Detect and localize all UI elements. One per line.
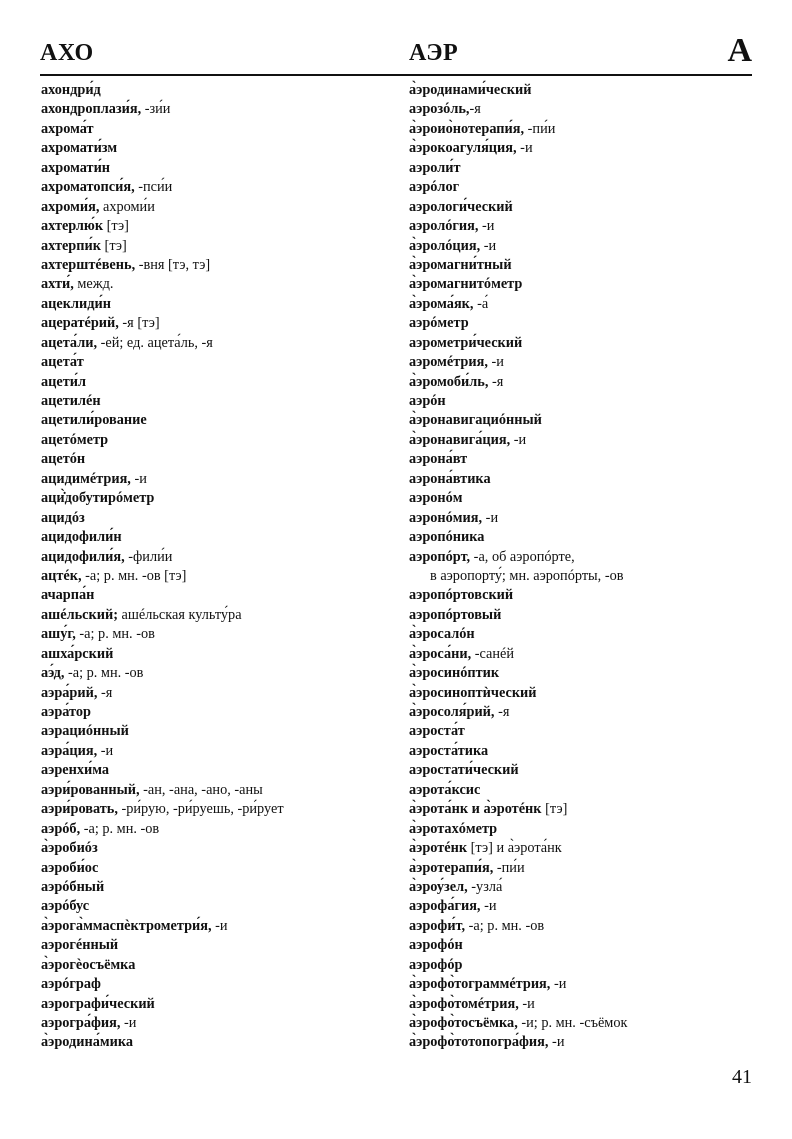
entry-headword: а̀эродинами́ческий bbox=[409, 82, 532, 98]
entry-grammar: -и bbox=[211, 917, 228, 934]
entry-headword: а̀эросалóн bbox=[409, 626, 475, 643]
dictionary-entry bbox=[409, 275, 754, 294]
dictionary-entry bbox=[41, 314, 401, 333]
entry-headword: а̀эрофо̀томéтрия, bbox=[409, 995, 519, 1012]
dictionary-entry bbox=[409, 781, 754, 800]
dictionary-entry bbox=[409, 334, 754, 353]
entry-headword: а̀эродина́мика bbox=[41, 1034, 134, 1051]
dictionary-entry bbox=[41, 373, 401, 392]
entry-headword: а̀эрофо̀тотопогра́фия, bbox=[409, 1034, 549, 1051]
dictionary-entry bbox=[41, 897, 401, 916]
dictionary-entry bbox=[409, 975, 754, 994]
entry-grammar: -и bbox=[548, 1034, 565, 1051]
dictionary-entry bbox=[409, 178, 754, 197]
entry-headword: а̀эромоби́ль, bbox=[409, 373, 489, 390]
dictionary-entry bbox=[409, 509, 754, 528]
dictionary-entry bbox=[409, 528, 754, 547]
entry-headword: аэропóртовый bbox=[409, 606, 502, 623]
dictionary-entry bbox=[409, 917, 754, 936]
dictionary-entry bbox=[409, 256, 754, 275]
entry-grammar: ашéльская культу́ра bbox=[117, 606, 242, 623]
entry-headword: аэрота́ксис bbox=[409, 781, 481, 798]
entry-grammar: [тэ] и а̀эрота́нк bbox=[467, 840, 562, 857]
entry-headword: а̀эронавигациóнный bbox=[409, 412, 542, 429]
entry-headword: а̀эросоля́рий, bbox=[409, 704, 495, 720]
entry-grammar: -и bbox=[550, 976, 567, 993]
dictionary-entry bbox=[41, 761, 401, 780]
entry-headword: ацетóметр bbox=[41, 431, 109, 448]
dictionary-entry bbox=[41, 411, 401, 430]
entry-grammar: -и bbox=[487, 354, 504, 371]
entry-grammar: -и bbox=[97, 742, 114, 759]
dictionary-entry bbox=[41, 800, 401, 819]
entry-headword: аэропóника bbox=[409, 529, 485, 546]
entry-headword: ацидóз bbox=[41, 509, 85, 526]
entry-headword: а̀эрогѐосъёмка bbox=[41, 956, 136, 973]
entry-headword: ацидофили́я, bbox=[41, 548, 125, 565]
dictionary-entry bbox=[409, 217, 754, 236]
entry-grammar: -а; р. мн. -ов bbox=[80, 820, 160, 837]
dictionary-entry bbox=[409, 878, 754, 897]
entry-grammar: -я bbox=[469, 101, 481, 118]
entry-headword: а̀эромагнитóметр bbox=[409, 276, 523, 293]
dictionary-entry bbox=[41, 198, 401, 217]
dictionary-entry bbox=[41, 917, 401, 936]
dictionary-entry bbox=[41, 703, 401, 722]
entry-headword: а̀эроио̀нотерапи́я, bbox=[409, 120, 525, 137]
dictionary-entry bbox=[409, 353, 754, 372]
entry-headword: а̀эромагни́тный bbox=[409, 256, 512, 273]
dictionary-entry bbox=[409, 703, 754, 722]
entry-grammar: -и bbox=[120, 1015, 137, 1031]
entry-headword: а̀эротерапи́я, bbox=[409, 859, 494, 876]
entry-headword: а̀эрофо̀тосъёмка, bbox=[409, 1015, 518, 1031]
entry-headword: ахтерштéвень, bbox=[41, 256, 136, 273]
dictionary-entry bbox=[41, 722, 401, 741]
dictionary-entry bbox=[409, 800, 754, 819]
dictionary-entry bbox=[409, 645, 754, 664]
dictionary-entry bbox=[41, 489, 401, 508]
dictionary-entry bbox=[409, 684, 754, 703]
dictionary-entry bbox=[41, 237, 401, 256]
dictionary-entry bbox=[409, 237, 754, 256]
entry-headword: аэропóрт, bbox=[409, 548, 471, 565]
entry-grammar: [тэ] bbox=[100, 237, 127, 254]
entry-headword: аэренхи́ма bbox=[41, 762, 110, 779]
dictionary-entry bbox=[41, 217, 401, 236]
entry-grammar: -ри́рую, -ри́руешь, -ри́рует bbox=[117, 801, 284, 818]
dictionary-entry bbox=[41, 159, 401, 178]
entry-grammar: -я bbox=[97, 684, 113, 701]
entry-grammar: -санéй bbox=[471, 645, 515, 662]
entry-headword: аэра́рий, bbox=[41, 684, 98, 701]
entry-headword: ахтерлю́к bbox=[41, 218, 104, 235]
entry-headword: ацета́т bbox=[41, 354, 84, 371]
entry-headword: ашу́г, bbox=[41, 626, 76, 643]
entry-headword: аэропóртовский bbox=[409, 587, 514, 604]
entry-headword: аэра́тор bbox=[41, 704, 91, 720]
entry-headword: ацетили́рование bbox=[41, 412, 147, 429]
entry-headword: ацетилéн bbox=[41, 393, 101, 409]
entry-headword: ацидофили́н bbox=[41, 529, 122, 546]
entry-grammar: -а́ bbox=[473, 295, 489, 312]
dictionary-entry bbox=[41, 567, 401, 586]
dictionary-entry bbox=[409, 722, 754, 741]
entry-headword: а̀эросиноптѝческий bbox=[409, 684, 537, 701]
dictionary-entry bbox=[41, 742, 401, 761]
entry-headword: аэролóгия, bbox=[409, 218, 479, 235]
dictionary-entry bbox=[409, 625, 754, 644]
entry-headword: аэрóн bbox=[409, 393, 446, 409]
dictionary-entry bbox=[409, 761, 754, 780]
entry-headword: ахромати́зм bbox=[41, 140, 118, 157]
entry-headword: аэрóграф bbox=[41, 976, 101, 993]
entry-grammar: -узла́ bbox=[467, 878, 503, 895]
entry-grammar: -а, об аэропóрте, bbox=[470, 548, 575, 565]
dictionary-entry bbox=[41, 859, 401, 878]
entry-headword: а̀эрофо̀тограммéтрия, bbox=[409, 976, 551, 993]
entry-grammar: -вня [тэ, тэ] bbox=[135, 256, 211, 273]
dictionary-entry bbox=[41, 684, 401, 703]
entry-headword: аэроста́т bbox=[409, 723, 465, 740]
dictionary-entry bbox=[41, 528, 401, 547]
dictionary-entry bbox=[41, 586, 401, 605]
dictionary-entry bbox=[409, 411, 754, 430]
entry-grammar: -я [тэ] bbox=[118, 315, 160, 332]
entry-headword: аэра́ция, bbox=[41, 742, 98, 759]
dictionary-entry bbox=[41, 275, 401, 294]
entry-grammar: -ан, -ана, -ано, -аны bbox=[139, 781, 263, 798]
dictionary-entry bbox=[41, 995, 401, 1014]
entry-grammar: -а; р. мн. -ов [тэ] bbox=[81, 567, 187, 584]
entry-grammar: ахроми́и bbox=[99, 198, 155, 215]
dictionary-entry bbox=[409, 139, 754, 158]
dictionary-entry bbox=[41, 625, 401, 644]
dictionary-entry bbox=[409, 295, 754, 314]
entry-grammar: -пи́и bbox=[524, 120, 556, 137]
entry-headword: аэрациóнный bbox=[41, 723, 129, 740]
entry-headword: аэри́рованный, bbox=[41, 781, 140, 798]
header-section-letter: А bbox=[727, 32, 752, 69]
entry-headword: а̀эрога̀ммаспѐктрометри́я, bbox=[41, 917, 212, 934]
entry-headword: ашха́рский bbox=[41, 645, 114, 662]
entry-grammar: -а; р. мн. -ов bbox=[465, 917, 545, 934]
entry-headword: а̀эроса́ни, bbox=[409, 645, 472, 662]
entry-headword: а̀эротéнк bbox=[409, 840, 468, 857]
dictionary-entry bbox=[41, 353, 401, 372]
dictionary-entry-continuation bbox=[409, 567, 754, 586]
entry-headword: аэрóметр bbox=[409, 315, 469, 332]
dictionary-entry bbox=[409, 489, 754, 508]
dictionary-entry bbox=[41, 956, 401, 975]
entry-headword: аэромéтрия, bbox=[409, 354, 488, 371]
dictionary-entry bbox=[409, 159, 754, 178]
entry-grammar: -я bbox=[494, 704, 510, 720]
entry-grammar: -фили́и bbox=[124, 548, 173, 565]
entry-headword: аэрогéнный bbox=[41, 937, 119, 954]
entry-grammar: в аэропорту́; мн. аэропóрты, -ов bbox=[430, 567, 624, 584]
dictionary-entry bbox=[409, 606, 754, 625]
dictionary-entry bbox=[41, 178, 401, 197]
entry-headword: ацератéрий, bbox=[41, 315, 119, 332]
dictionary-entry bbox=[41, 975, 401, 994]
entry-headword: ахти́, bbox=[41, 276, 74, 293]
dictionary-entry bbox=[41, 509, 401, 528]
entry-grammar: -а; р. мн. -ов bbox=[75, 626, 155, 643]
entry-headword: аэрона́втика bbox=[409, 470, 491, 487]
entry-headword: аэрологи́ческий bbox=[409, 198, 513, 215]
dictionary-entry bbox=[41, 295, 401, 314]
entry-grammar: -и; р. мн. -съёмок bbox=[517, 1015, 628, 1031]
entry-headword: ахрома́т bbox=[41, 120, 94, 137]
dictionary-entry bbox=[41, 431, 401, 450]
entry-grammar: -и bbox=[480, 237, 497, 254]
entry-headword: а̀эроу́зел, bbox=[409, 878, 468, 895]
dictionary-entry bbox=[41, 839, 401, 858]
dictionary-entry bbox=[41, 100, 401, 119]
entry-headword: аэрóб, bbox=[41, 820, 81, 837]
entry-headword: аэрона́вт bbox=[409, 451, 468, 468]
dictionary-entry bbox=[41, 139, 401, 158]
dictionary-entry bbox=[41, 548, 401, 567]
entry-headword: а̀эролóция, bbox=[409, 237, 481, 254]
dictionary-entry bbox=[409, 1033, 754, 1052]
entry-headword: аэрофóр bbox=[409, 956, 463, 973]
dictionary-entry bbox=[41, 81, 401, 100]
dictionary-entry bbox=[409, 859, 754, 878]
entry-headword: ахтерпи́к bbox=[41, 237, 101, 254]
dictionary-entry bbox=[409, 314, 754, 333]
entry-headword: а̀эротахóметр bbox=[409, 820, 498, 837]
dictionary-entry bbox=[409, 373, 754, 392]
dictionary-entry bbox=[41, 470, 401, 489]
dictionary-entry bbox=[409, 431, 754, 450]
dictionary-entry bbox=[409, 586, 754, 605]
entry-grammar: -и bbox=[510, 431, 527, 448]
dictionary-entry bbox=[41, 334, 401, 353]
dictionary-entry bbox=[41, 664, 401, 683]
dictionary-entry bbox=[41, 1014, 401, 1033]
entry-headword: ацети́л bbox=[41, 373, 87, 390]
entry-headword: ашéльский; bbox=[41, 606, 118, 623]
entry-grammar: -я bbox=[488, 373, 504, 390]
dictionary-entry bbox=[409, 956, 754, 975]
entry-grammar: -пси́и bbox=[134, 179, 173, 196]
entry-headword: а̀эробиóз bbox=[41, 840, 98, 857]
left-column bbox=[41, 81, 401, 1053]
entry-grammar: [тэ] bbox=[103, 218, 129, 235]
entry-headword: ацидимéтрия, bbox=[41, 470, 131, 487]
entry-headword: а̀эрома́як, bbox=[409, 295, 474, 312]
dictionary-entry bbox=[409, 839, 754, 858]
entry-headword: аэронóм bbox=[409, 490, 463, 507]
dictionary-entry bbox=[409, 198, 754, 217]
dictionary-entry bbox=[409, 470, 754, 489]
entry-headword: ацеклиди́н bbox=[41, 295, 111, 312]
entry-headword: ахроми́я, bbox=[41, 198, 100, 215]
entry-headword: ачарпа́н bbox=[41, 587, 95, 604]
entry-headword: аэрографи́ческий bbox=[41, 995, 155, 1012]
dictionary-entry bbox=[409, 120, 754, 139]
entry-headword: аэроста́тика bbox=[409, 742, 489, 759]
entry-grammar: -и bbox=[480, 898, 497, 915]
dictionary-entry bbox=[409, 995, 754, 1014]
dictionary-entry bbox=[41, 645, 401, 664]
entry-headword: аэрóбный bbox=[41, 878, 105, 895]
dictionary-entry bbox=[41, 781, 401, 800]
entry-headword: аэронóмия, bbox=[409, 509, 483, 526]
entry-grammar: [тэ] bbox=[541, 801, 568, 818]
entry-headword: аэрóбус bbox=[41, 898, 90, 915]
header-first-word: АХО bbox=[40, 40, 94, 66]
entry-headword: ацтéк, bbox=[41, 567, 82, 584]
dictionary-entry bbox=[409, 936, 754, 955]
right-column bbox=[409, 81, 754, 1053]
entry-headword: аэроли́т bbox=[409, 159, 461, 176]
entry-headword: ацетóн bbox=[41, 451, 86, 468]
entry-headword: а̀эрокоагуля́ция, bbox=[409, 140, 517, 157]
entry-headword: ахроматопси́я, bbox=[41, 179, 135, 196]
entry-grammar: -а; р. мн. -ов bbox=[64, 665, 144, 682]
entry-headword: аэрометри́ческий bbox=[409, 334, 523, 351]
entry-grammar: -и bbox=[516, 140, 533, 157]
entry-headword: аэрóлог bbox=[409, 179, 460, 196]
dictionary-entry bbox=[409, 100, 754, 119]
dictionary-entry bbox=[409, 392, 754, 411]
dictionary-entry bbox=[409, 450, 754, 469]
page-number: 41 bbox=[732, 1066, 752, 1088]
entry-headword: ахондри́д bbox=[41, 82, 101, 98]
dictionary-entry bbox=[409, 1014, 754, 1033]
dictionary-entry bbox=[409, 897, 754, 916]
entry-headword: аэрофа́гия, bbox=[409, 898, 481, 915]
entry-grammar: -и bbox=[478, 218, 495, 235]
dictionary-entry bbox=[41, 1033, 401, 1052]
entry-grammar: -и bbox=[518, 995, 535, 1012]
dictionary-entry bbox=[41, 392, 401, 411]
entry-grammar: -и bbox=[482, 509, 499, 526]
entry-headword: аэростати́ческий bbox=[409, 762, 519, 779]
entry-headword: ахромати́н bbox=[41, 159, 111, 176]
running-header bbox=[40, 32, 752, 72]
entry-headword: аэрофóн bbox=[409, 937, 463, 954]
entry-headword: аци̇̀добутирóметр bbox=[41, 490, 155, 507]
entry-headword: ахондроплази́я, bbox=[41, 101, 142, 118]
dictionary-entry bbox=[41, 936, 401, 955]
dictionary-entry bbox=[41, 606, 401, 625]
entry-headword: аэрофи́т, bbox=[409, 917, 466, 934]
dictionary-entry bbox=[409, 664, 754, 683]
dictionary-entry bbox=[409, 548, 754, 567]
entry-grammar: -и bbox=[130, 470, 147, 487]
dictionary-entry bbox=[41, 120, 401, 139]
entry-headword: а̀эрота́нк и а̀эротéнк bbox=[409, 801, 542, 818]
entry-grammar: -ей; ед. ацета́ль, -я bbox=[97, 334, 213, 351]
entry-grammar: межд. bbox=[73, 276, 114, 293]
entry-headword: аэрозóль, bbox=[409, 101, 470, 118]
entry-headword: а̀эронавига́ция, bbox=[409, 431, 511, 448]
header-last-word: АЭР bbox=[409, 40, 459, 66]
header-rule bbox=[40, 74, 752, 76]
entry-headword: ацета́ли, bbox=[41, 334, 98, 351]
dictionary-entry bbox=[409, 81, 754, 100]
entry-grammar: -пи́и bbox=[493, 859, 525, 876]
dictionary-entry bbox=[41, 820, 401, 839]
entry-headword: аэри́ровать, bbox=[41, 801, 118, 818]
entry-headword: аэроби́ос bbox=[41, 859, 99, 876]
dictionary-entry bbox=[41, 878, 401, 897]
entry-headword: а̀эросинóптик bbox=[409, 665, 500, 682]
dictionary-entry bbox=[409, 820, 754, 839]
dictionary-entry bbox=[409, 742, 754, 761]
entry-headword: аэрогра́фия, bbox=[41, 1015, 121, 1031]
entry-grammar: -зи́и bbox=[141, 101, 171, 118]
dictionary-entry bbox=[41, 450, 401, 469]
entry-headword: аэ́д, bbox=[41, 665, 65, 682]
dictionary-entry bbox=[41, 256, 401, 275]
